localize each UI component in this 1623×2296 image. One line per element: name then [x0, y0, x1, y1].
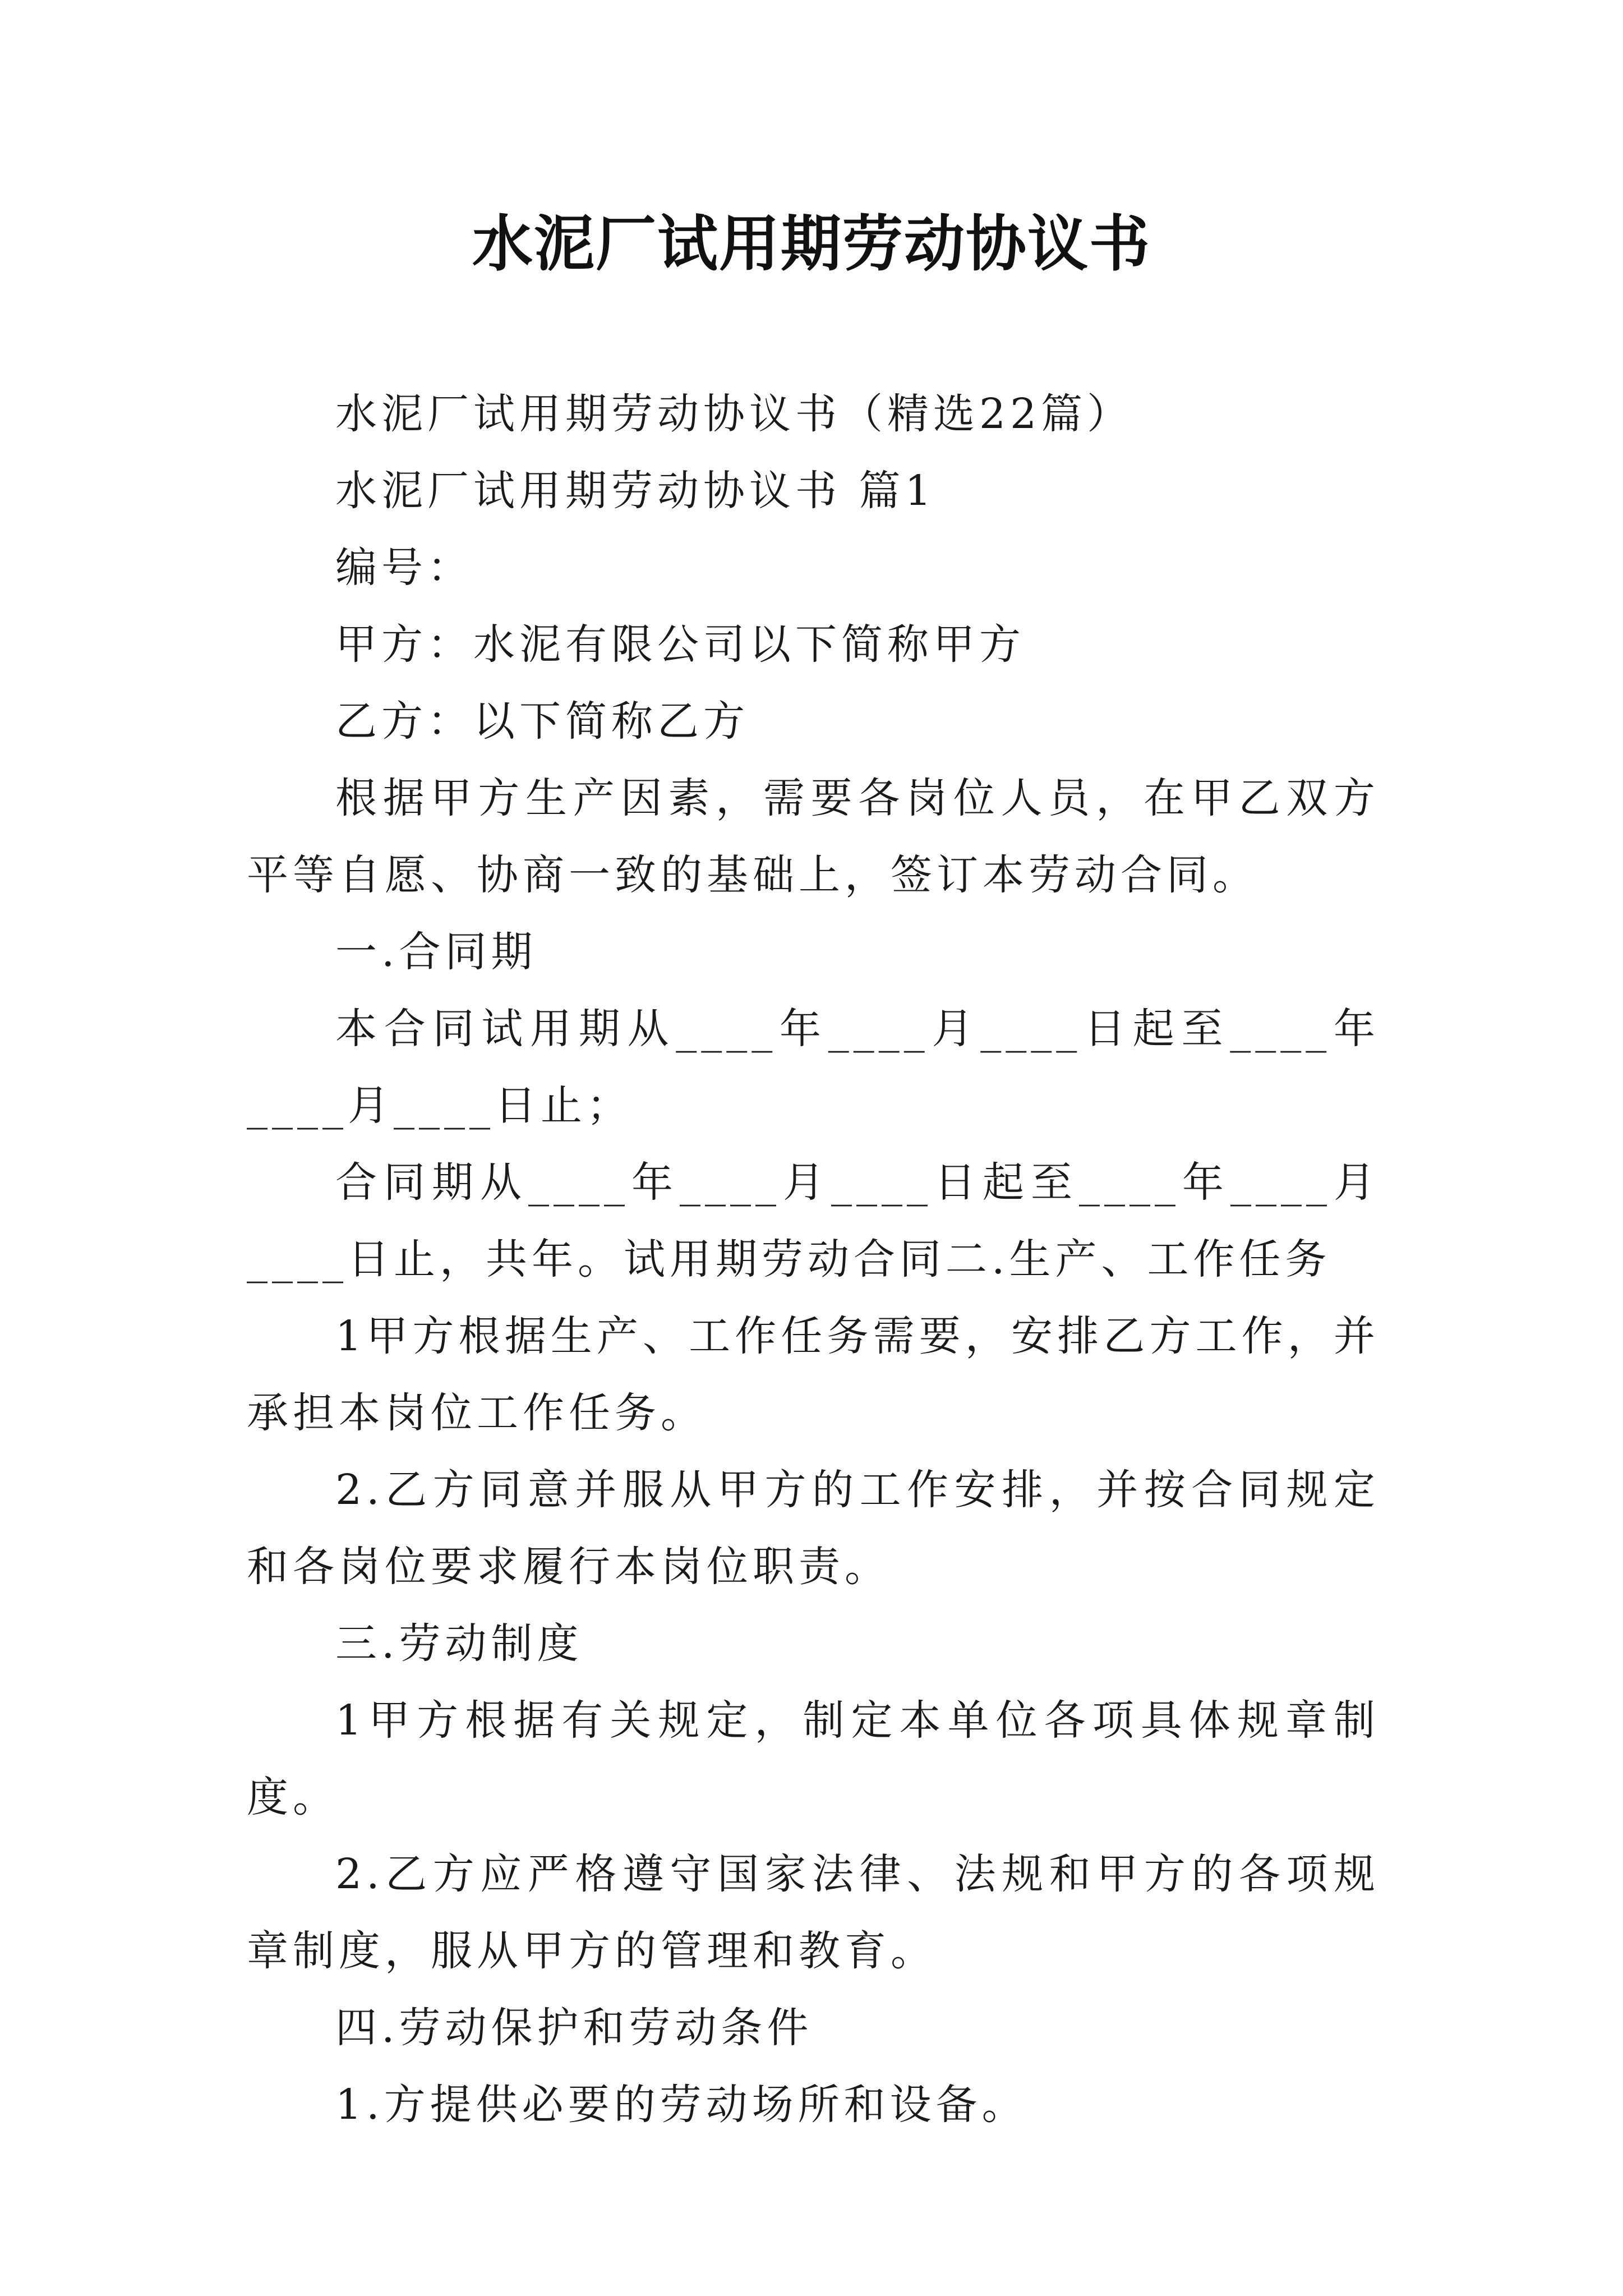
paragraph-preamble: 根据甲方生产因素，需要各岗位人员，在甲乙双方平等自愿、协商一致的基础上，签订本劳动合同。: [247, 774, 1380, 899]
paragraph-system-1: 1甲方根据有关规定，制定本单位各项具体规章制度。: [247, 1696, 1380, 1821]
paragraph-system-2: 2.乙方应严格遵守国家法律、法规和甲方的各项规章制度，服从甲方的管理和教育。: [247, 1850, 1380, 1975]
paragraph-probation-period: 本合同试用期从____年____月____日起至____年____月____日止；: [247, 1005, 1380, 1130]
paragraph-heading-protection: 四.劳动保护和劳动条件: [335, 2004, 813, 2052]
paragraph-contract-period: 合同期从____年____月____日起至____年____月____日止，共年。试用期劳动合同二.生产、工作任务: [247, 1158, 1380, 1283]
paragraph-number: 编号：: [335, 544, 473, 592]
document-title: 水泥厂试用期劳动协议书: [472, 209, 1151, 279]
paragraph-party-a: 甲方：水泥有限公司以下简称甲方: [335, 620, 1025, 669]
paragraph-party-b: 乙方：以下简称乙方: [335, 697, 749, 746]
paragraph-protection-1: 1.方提供必要的劳动场所和设备。: [335, 2081, 1028, 2129]
paragraph-task-1: 1甲方根据生产、工作任务需要，安排乙方工作，并承担本岗位工作任务。: [247, 1312, 1380, 1437]
document-body: [247, 376, 1380, 2143]
paragraph-subtitle: 水泥厂试用期劳动协议书（精选22篇）: [335, 390, 1133, 438]
paragraph-heading-term: 一.合同期: [335, 928, 537, 976]
paragraph-heading-labor-system: 三.劳动制度: [335, 1619, 583, 1668]
paragraph-task-2: 2.乙方同意并服从甲方的工作安排，并按合同规定和各岗位要求履行本岗位职责。: [247, 1466, 1380, 1591]
paragraph-section-heading: 水泥厂试用期劳动协议书 篇1: [335, 467, 936, 515]
